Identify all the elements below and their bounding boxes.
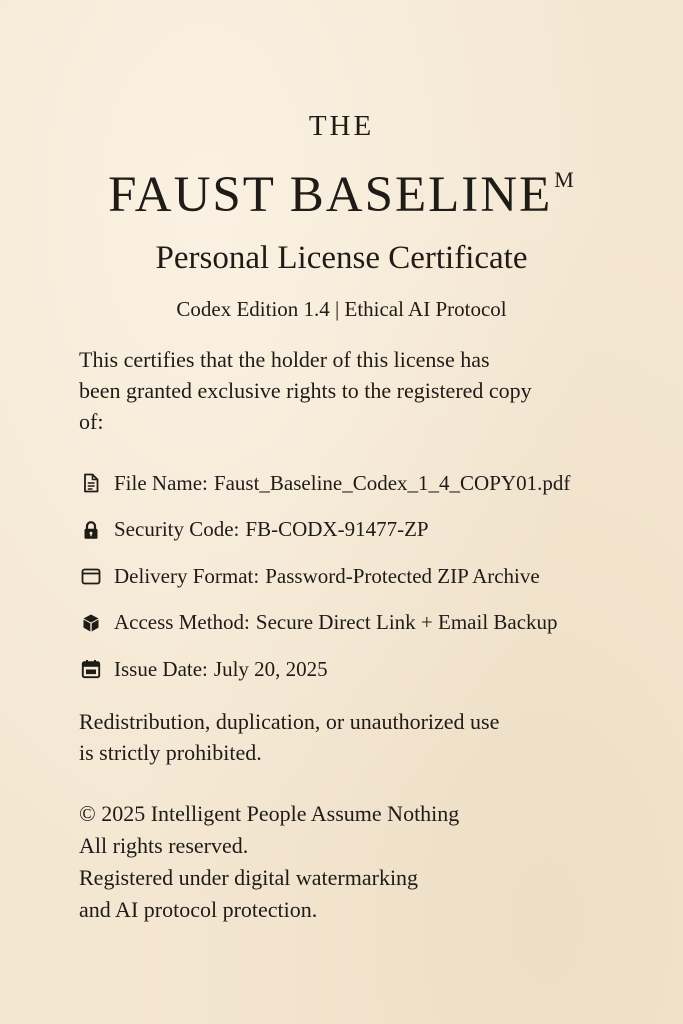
detail-value: July 20, 2025 <box>213 656 328 681</box>
certificate-header <box>0 108 683 322</box>
document-icon <box>80 472 102 494</box>
intro-paragraph <box>79 344 639 437</box>
detail-delivery-format <box>80 553 670 600</box>
cube-icon <box>80 612 102 634</box>
detail-label: Access Method: <box>114 610 250 635</box>
notice-line: is strictly prohibited. <box>79 740 262 765</box>
certificate-title <box>0 150 683 225</box>
rights-line: All rights reserved. <box>79 833 249 858</box>
detail-value: Faust_Baseline_Codex_1_4_COPY01.pdf <box>213 470 571 495</box>
lock-icon <box>80 519 102 541</box>
detail-value: Secure Direct Link + Email Backup <box>255 610 558 635</box>
archive-box-icon <box>80 565 102 587</box>
detail-access-method <box>80 600 670 647</box>
registration-line: Registered under digital watermarking <box>79 865 419 890</box>
trademark-mark: M <box>554 167 575 192</box>
copyright-line: © 2025 Intelligent People Assume Nothing <box>79 801 460 826</box>
intro-line: been granted exclusive rights to the registered copy <box>79 378 532 403</box>
detail-security-code <box>80 507 670 554</box>
detail-issue-date <box>80 646 670 693</box>
calendar-icon <box>80 658 102 680</box>
detail-label: File Name: <box>114 470 208 495</box>
detail-file-name <box>80 460 670 507</box>
edition-line: Codex Edition 1.4 | Ethical AI Protocol <box>176 297 507 321</box>
detail-label: Issue Date: <box>114 656 208 681</box>
title-text: FAUST BASELINE <box>108 167 553 223</box>
copyright-footer <box>79 798 639 926</box>
certificate-subtitle: Personal License Certificate <box>155 240 528 276</box>
detail-label: Security Code: <box>114 517 240 542</box>
registration-line: and AI protocol protection. <box>79 897 318 922</box>
notice-line: Redistribution, duplication, or unauthorized use <box>79 709 500 734</box>
license-details <box>80 460 670 693</box>
detail-value: FB-CODX-91477-ZP <box>245 517 429 542</box>
detail-value: Password-Protected ZIP Archive <box>265 563 540 588</box>
prohibition-notice <box>79 706 639 768</box>
intro-line: of: <box>79 409 104 434</box>
intro-line: This certifies that the holder of this license has <box>79 347 490 372</box>
detail-label: Delivery Format: <box>114 563 260 588</box>
title-prefix: THE <box>308 110 375 142</box>
